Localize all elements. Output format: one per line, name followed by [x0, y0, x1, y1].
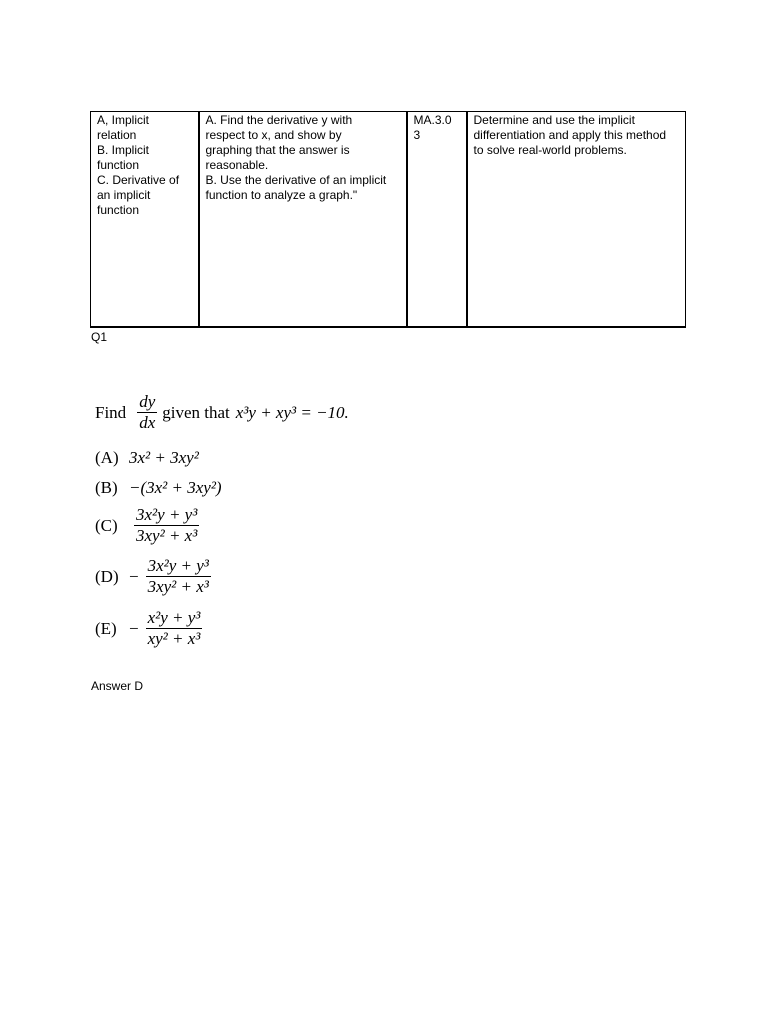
derivative-denominator: dx — [139, 413, 156, 432]
option-d — [95, 557, 216, 596]
fraction-numerator: 3x²y + y³ — [136, 505, 198, 524]
fraction-denominator: 3xy² + x³ — [147, 577, 209, 596]
fraction-numerator: 3x²y + y³ — [147, 556, 209, 575]
option-label: (B) — [95, 478, 118, 497]
option-a — [95, 448, 199, 468]
find-word: Find — [95, 402, 127, 422]
fraction-numerator: x²y + y³ — [147, 608, 201, 627]
option-e — [95, 609, 207, 648]
question-label: Q1 — [91, 330, 108, 344]
table-cell-code: MA.3.0 3 — [407, 112, 467, 328]
option-label: (A) — [95, 448, 119, 467]
option-label: (D) — [95, 566, 119, 586]
option-fraction — [146, 609, 203, 648]
table-row — [91, 112, 686, 328]
standards-table — [90, 111, 686, 328]
table-cell-description: Determine and use the implicit differentiation and apply this method to solve real-world problems. — [467, 112, 686, 328]
minus-sign: − — [129, 618, 139, 638]
fraction-denominator: xy² + x³ — [147, 629, 201, 648]
given-text: given that — [162, 402, 230, 422]
table-cell-benchmark: A, Implicit relation B. Implicit function C. Derivative of an implicit function — [91, 112, 199, 328]
option-fraction — [134, 506, 199, 545]
fraction-denominator: 3xy² + x³ — [136, 526, 198, 545]
problem-statement — [95, 393, 349, 432]
minus-sign: − — [129, 566, 139, 586]
derivative-numerator: dy — [139, 392, 156, 411]
problem-block — [95, 392, 349, 648]
option-c — [95, 506, 204, 545]
option-b — [95, 478, 222, 498]
equation: x³y + xy³ = −10. — [235, 402, 349, 422]
option-label: (E) — [95, 618, 117, 638]
option-fraction — [146, 557, 211, 596]
option-expression: 3x² + 3xy² — [129, 448, 199, 467]
option-label: (C) — [95, 515, 118, 535]
table-cell-objectives: A. Find the derivative y with respect to x, and show by graphing that the answer is reasonable. B. Use the derivative of an implicit function to analyze a graph." — [199, 112, 407, 328]
derivative-fraction — [137, 393, 157, 432]
option-expression: −(3x² + 3xy²) — [129, 478, 222, 497]
answer-text: Answer D — [91, 679, 144, 693]
